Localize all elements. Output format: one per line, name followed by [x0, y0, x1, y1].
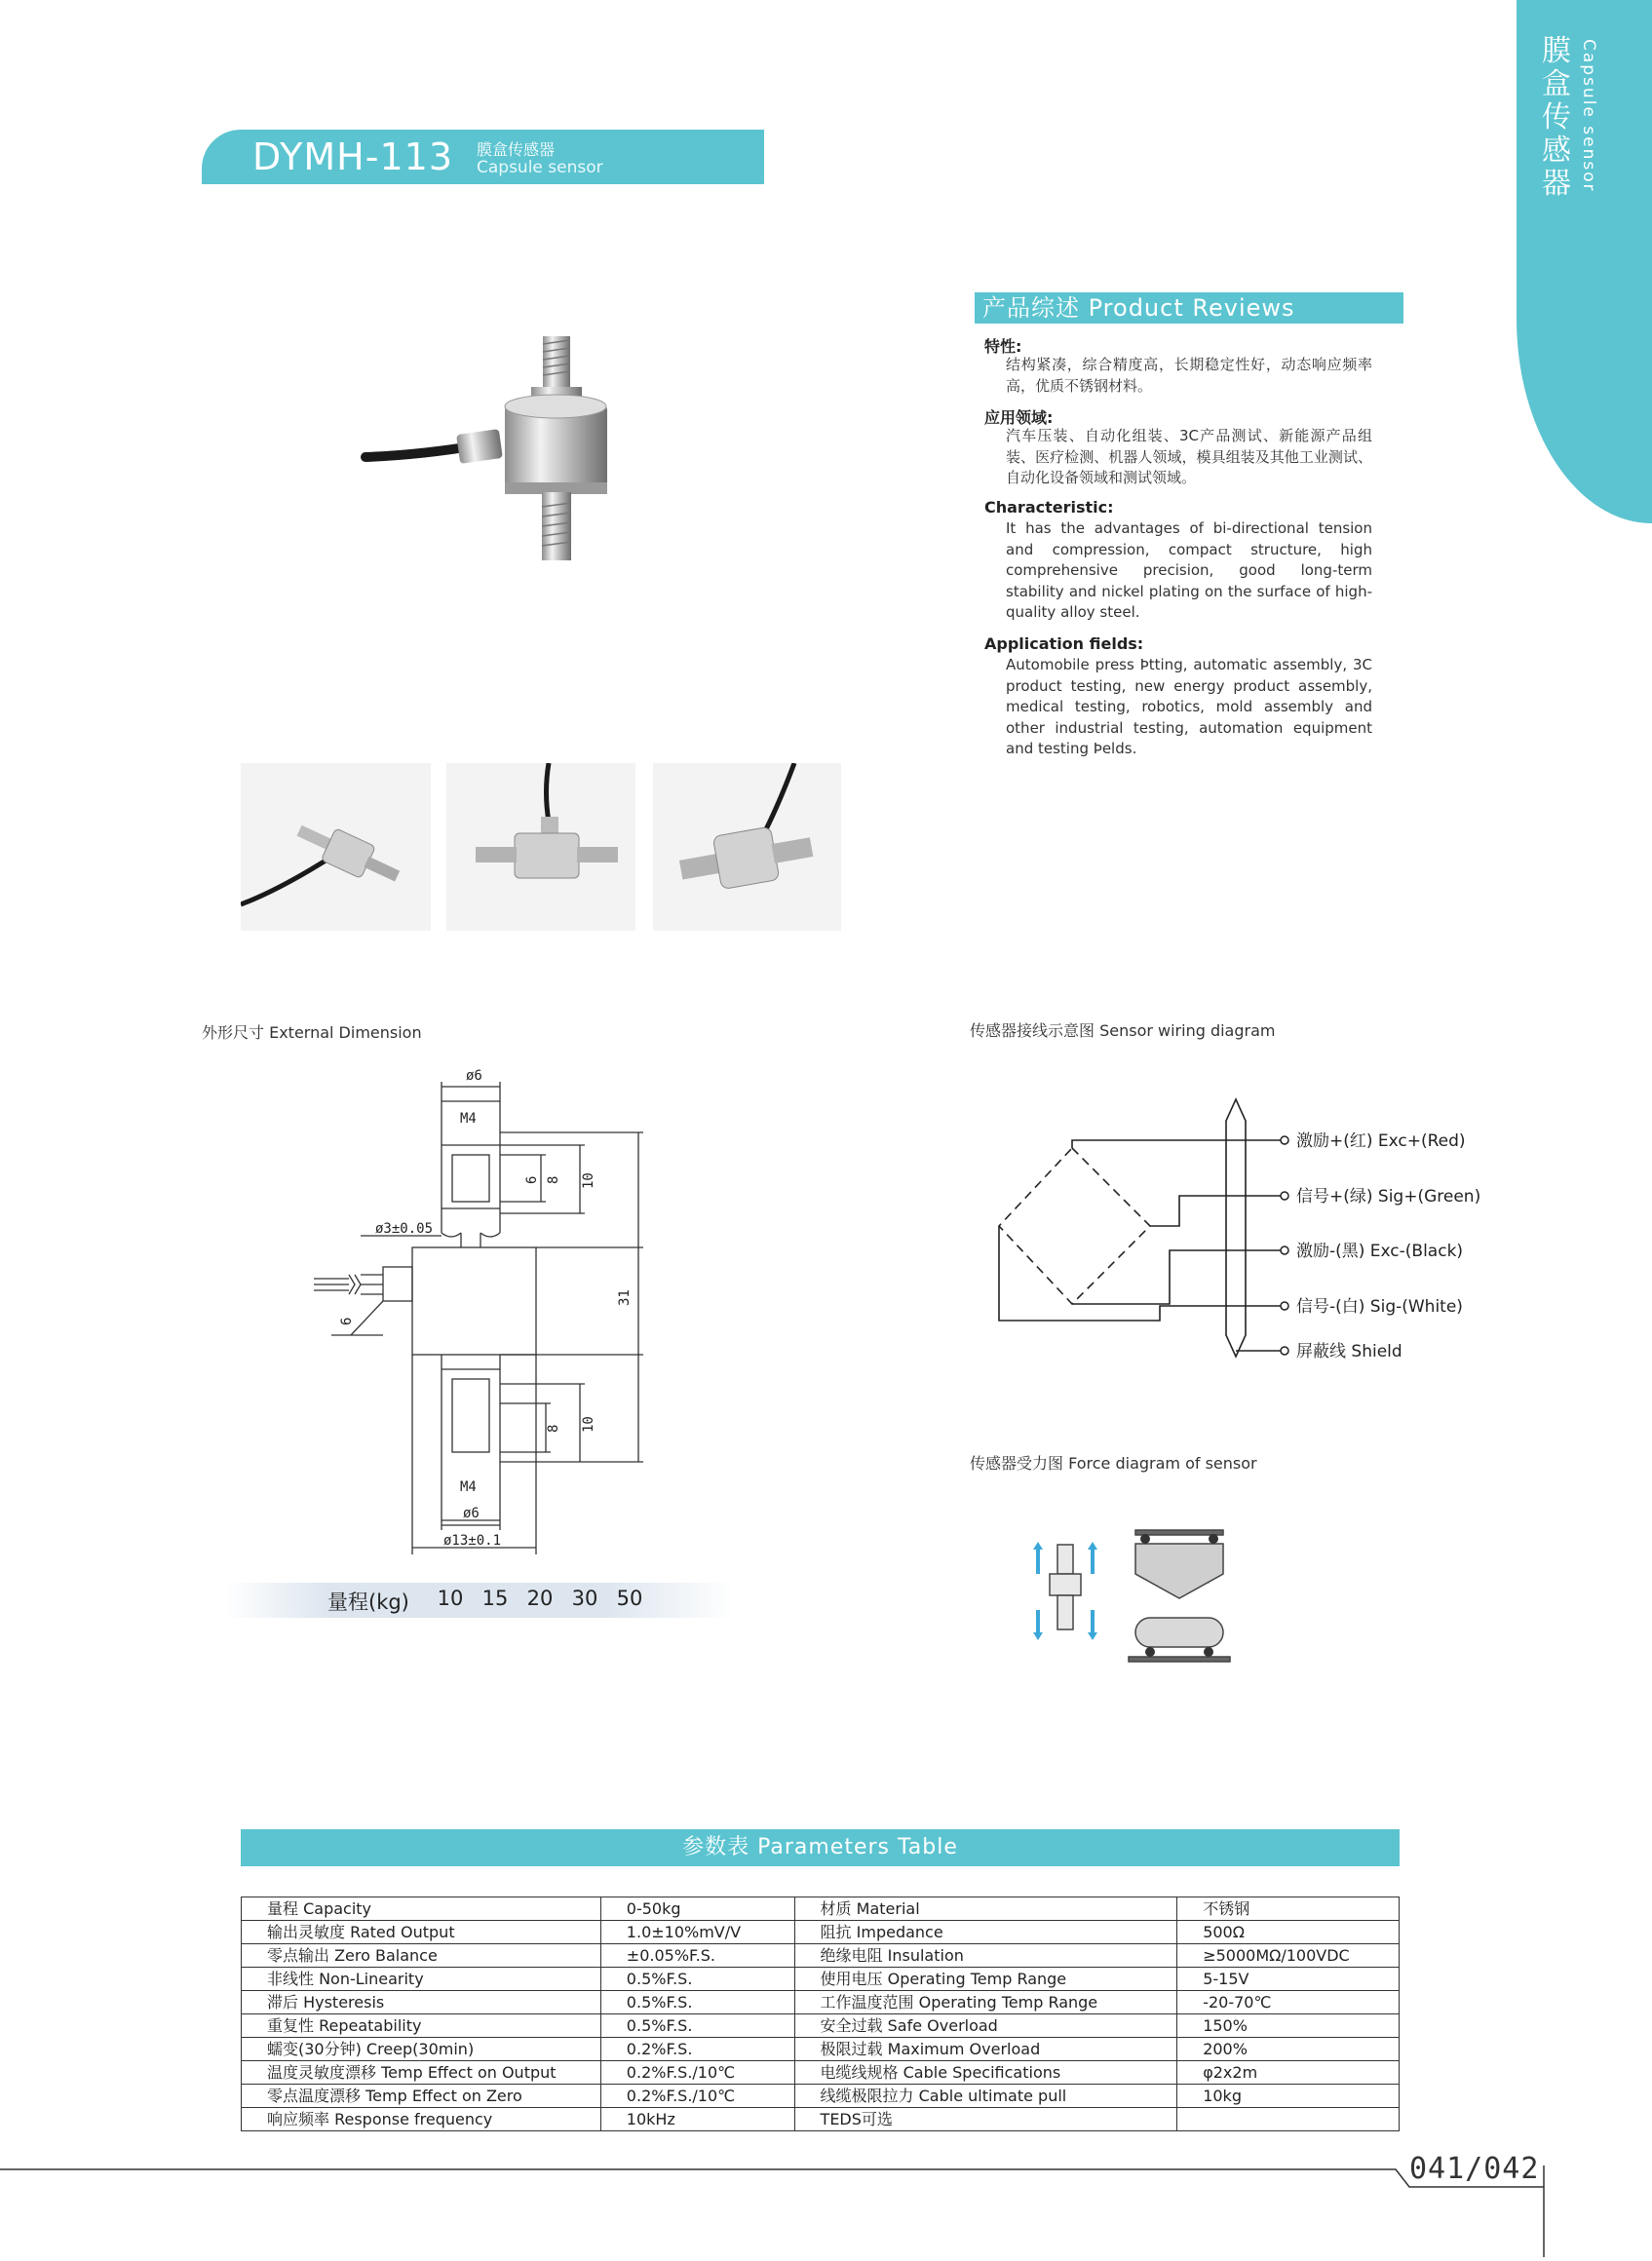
params-header: 参数表 Parameters Table	[241, 1829, 1400, 1866]
param-value: 500Ω	[1177, 1921, 1400, 1944]
param-label: 使用电压 Operating Temp Range	[794, 1968, 1177, 1991]
product-photo-1	[241, 763, 431, 931]
param-value: 10kg	[1177, 2085, 1400, 2108]
param-value: 0.5%F.S.	[600, 1991, 794, 2014]
table-row	[242, 2108, 1400, 2131]
dim-6-left: 6	[339, 1317, 355, 1325]
param-value: 0.5%F.S.	[600, 1968, 794, 1991]
param-label: 材质 Material	[794, 1897, 1177, 1921]
dim-10-top: 10	[581, 1172, 596, 1189]
param-value: 0-50kg	[600, 1897, 794, 1921]
param-value: 150%	[1177, 2014, 1400, 2038]
param-value: φ2x2m	[1177, 2061, 1400, 2085]
param-value: 5-15V	[1177, 1968, 1400, 1991]
title-en: Capsule sensor	[477, 158, 603, 177]
product-photo-3	[653, 763, 841, 931]
dimension-label: 外形尺寸 External Dimension	[202, 1023, 422, 1042]
application-fields-text: Automobile press Þtting, automatic assembly, 3C product testing, new energy product assembly, medical testing, robotics, mold assembly and other industrial testing, automation equipment and testing Þelds.	[1006, 656, 1372, 757]
table-row	[242, 1968, 1400, 1991]
dim-6: 6	[524, 1175, 540, 1184]
characteristic-heading: Characteristic:	[984, 498, 1114, 517]
range-value-2: 15	[481, 1587, 509, 1610]
param-value: 0.5%F.S.	[600, 2014, 794, 2038]
features-heading: 特性:	[984, 337, 1022, 356]
table-row	[242, 1921, 1400, 1944]
dim-31: 31	[617, 1289, 633, 1306]
table-row	[242, 2014, 1400, 2038]
param-label: 量程 Capacity	[242, 1897, 601, 1921]
param-value: 200%	[1177, 2038, 1400, 2061]
range-value-4: 30	[571, 1587, 598, 1610]
param-label: 极限过载 Maximum Overload	[794, 2038, 1177, 2061]
dim-phi6-top: ø6	[466, 1068, 482, 1084]
param-value: 0.2%F.S.	[600, 2038, 794, 2061]
param-value: 0.2%F.S./10℃	[600, 2085, 794, 2108]
wiring-label: 传感器接线示意图 Sensor wiring diagram	[970, 1021, 1276, 1040]
param-label: TEDS可选	[794, 2108, 1177, 2131]
dim-phi13: ø13±0.1	[443, 1533, 502, 1549]
features-text: 结构紧凑，综合精度高，长期稳定性好，动态响应频率高，优质不锈钢材料。	[1006, 356, 1372, 395]
param-value: 不锈钢	[1177, 1897, 1400, 1921]
dim-phi3: ø3±0.05	[375, 1221, 434, 1237]
param-value: 0.2%F.S./10℃	[600, 2061, 794, 2085]
wire-shield: 屏蔽线 Shield	[1296, 1342, 1402, 1361]
param-label: 线缆极限拉力 Cable ultimate pull	[794, 2085, 1177, 2108]
param-value: 10kHz	[600, 2108, 794, 2131]
page-number: 041/042	[1409, 2152, 1540, 2186]
param-label: 响应频率 Response frequency	[242, 2108, 601, 2131]
range-value-1: 10	[437, 1587, 464, 1610]
param-value	[1177, 2108, 1400, 2131]
param-value: 1.0±10%mV/V	[600, 1921, 794, 1944]
param-label: 非线性 Non-Linearity	[242, 1968, 601, 1991]
param-label: 零点输出 Zero Balance	[242, 1944, 601, 1968]
product-photo-2	[446, 763, 635, 931]
main-product-image	[361, 326, 653, 590]
param-label: 温度灵敏度漂移 Temp Effect on Output	[242, 2061, 601, 2085]
param-label: 阻抗 Impedance	[794, 1921, 1177, 1944]
dim-8-top: 8	[546, 1175, 561, 1184]
application-fields-heading: Application fields:	[984, 634, 1144, 653]
wire-sig-plus: 信号+(绿) Sig+(Green)	[1296, 1187, 1481, 1207]
param-label: 安全过载 Safe Overload	[794, 2014, 1177, 2038]
range-label: 量程(kg)	[327, 1590, 409, 1614]
table-row	[242, 2085, 1400, 2108]
param-value: ≥5000MΩ/100VDC	[1177, 1944, 1400, 1968]
param-label: 滞后 Hysteresis	[242, 1991, 601, 2014]
reviews-header: 产品综述 Product Reviews	[975, 292, 1403, 324]
model-name: DYMH-113	[252, 135, 453, 178]
side-tab	[1517, 0, 1652, 523]
title-banner	[202, 130, 764, 184]
force-diagram	[1023, 1520, 1238, 1676]
dim-m4-top: M4	[460, 1111, 477, 1127]
params-table	[241, 1897, 1400, 2131]
table-row	[242, 1991, 1400, 2014]
dim-8-bot: 8	[546, 1424, 561, 1433]
title-cn: 膜盒传感器	[477, 140, 556, 159]
param-label: 电缆线规格 Cable Specifications	[794, 2061, 1177, 2085]
dim-10-bot: 10	[581, 1416, 596, 1433]
range-value-5: 50	[616, 1587, 643, 1610]
range-bar	[226, 1583, 733, 1618]
range-value-3: 20	[526, 1587, 554, 1610]
characteristic-text: It has the advantages of bi-directional tension and compression, compact structure, high comprehensive precision, good long-term stability and nickel plating on the surface of high-quality alloy steel.	[1006, 519, 1372, 621]
footer-line	[0, 2165, 1652, 2257]
param-label: 零点温度漂移 Temp Effect on Zero	[242, 2085, 601, 2108]
wiring-diagram	[984, 1092, 1491, 1364]
dimension-drawing	[292, 1062, 653, 1569]
wire-exc-minus: 激励-(黑) Exc-(Black)	[1296, 1242, 1464, 1261]
table-row	[242, 2061, 1400, 2085]
param-value: -20-70℃	[1177, 1991, 1400, 2014]
table-row	[242, 1944, 1400, 1968]
param-label: 重复性 Repeatability	[242, 2014, 601, 2038]
param-label: 绝缘电阻 Insulation	[794, 1944, 1177, 1968]
param-label: 工作温度范围 Operating Temp Range	[794, 1991, 1177, 2014]
param-label: 输出灵敏度 Rated Output	[242, 1921, 601, 1944]
force-label: 传感器受力图 Force diagram of sensor	[970, 1454, 1257, 1473]
table-row	[242, 1897, 1400, 1921]
applications-text: 汽车压装、自动化组装、3C产品测试、新能源产品组装、医疗检测、机器人领域，模具组装及其他工业测试、自动化设备领域和测试领域。	[1006, 427, 1372, 486]
param-value: ±0.05%F.S.	[600, 1944, 794, 1968]
dim-m4-bot: M4	[460, 1479, 477, 1495]
dim-phi6-bot: ø6	[463, 1506, 480, 1521]
applications-heading: 应用领域:	[984, 408, 1054, 427]
param-label: 蠕变(30分钟) Creep(30min)	[242, 2038, 601, 2061]
side-tab-en: Capsule sensor	[1579, 39, 1598, 193]
wire-sig-minus: 信号-(白) Sig-(White)	[1296, 1297, 1463, 1317]
wire-exc-plus: 激励+(红) Exc+(Red)	[1296, 1131, 1466, 1151]
table-row	[242, 2038, 1400, 2061]
side-tab-cn: 膜盒传感器	[1542, 34, 1571, 201]
